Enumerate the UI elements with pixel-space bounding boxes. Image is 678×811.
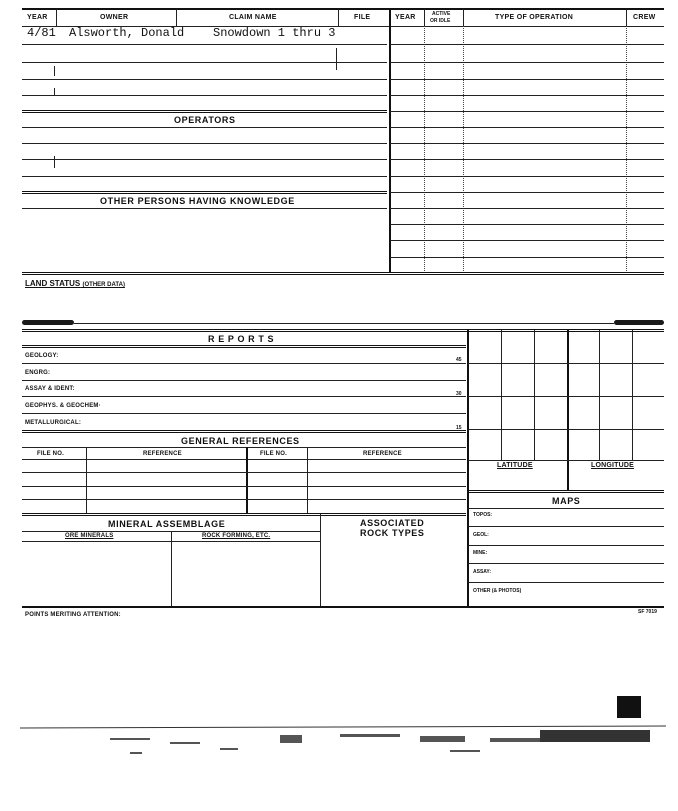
separator-smudge-left — [22, 320, 74, 325]
entry-owner: Alsworth, Donald — [69, 26, 185, 40]
longitude-label: LONGITUDE — [591, 462, 635, 469]
scan-noise — [20, 690, 666, 780]
ore-minerals-label: ORE MINERALS — [65, 533, 114, 539]
maps-row-1 — [468, 526, 664, 527]
right-row-8 — [390, 159, 664, 160]
hdr-div-6 — [463, 9, 464, 26]
maps-title-underline — [468, 508, 664, 509]
ref-col-1 — [86, 447, 87, 513]
right-active-divider — [463, 26, 464, 273]
ref-col-3 — [307, 447, 308, 513]
operators-title: OPERATORS — [174, 115, 236, 125]
maps-row-3 — [468, 563, 664, 564]
rock-types-divider — [320, 514, 321, 606]
maps-row-4 — [468, 582, 664, 583]
associated-rock-types-1: ASSOCIATED — [360, 518, 425, 528]
owner-row-1 — [22, 44, 387, 45]
report-number-30: 30 — [456, 391, 462, 397]
hdr-div-7 — [626, 9, 627, 26]
other-persons-title: OTHER PERSONS HAVING KNOWLEDGE — [100, 196, 295, 206]
owner-tick-1 — [54, 66, 55, 76]
report-row-2 — [22, 380, 466, 381]
right-year-divider — [424, 26, 425, 273]
separator-smudge-right — [614, 320, 664, 325]
maps-mine: MINE: — [473, 550, 488, 556]
reports-title-underline — [22, 345, 466, 348]
ref-col-2 — [246, 447, 248, 513]
operators-row-2 — [22, 143, 387, 144]
right-row-5 — [390, 111, 664, 112]
owner-row-4 — [22, 95, 387, 96]
header-year: YEAR — [27, 14, 48, 21]
report-row-4 — [22, 413, 466, 414]
ref-reference-1: REFERENCE — [143, 451, 182, 457]
header-claim-name: CLAIM NAME — [229, 14, 277, 21]
right-row-12 — [390, 224, 664, 225]
land-status-subtitle: (OTHER DATA) — [82, 282, 125, 288]
mineral-top-rule — [22, 513, 466, 516]
maps-geol: GEOL: — [473, 532, 489, 538]
entry-year: 4/81 — [27, 26, 56, 40]
other-persons-top-rule — [22, 191, 387, 194]
grid-row-1 — [468, 363, 664, 364]
header-year-2: YEAR — [395, 14, 416, 21]
mineral-assemblage-title: MINERAL ASSEMBLAGE — [108, 519, 226, 529]
header-crew: CREW — [633, 14, 656, 21]
entry-claim-name: Snowdown 1 thru 3 — [213, 26, 336, 40]
grid-col-1 — [501, 330, 502, 460]
report-assay: ASSAY & IDENT: — [25, 386, 75, 392]
ref-file-no-1: FILE NO. — [37, 451, 64, 457]
operators-row-3 — [22, 159, 387, 160]
ref-row-3 — [22, 499, 466, 500]
right-main-divider — [389, 26, 391, 273]
header-or-idle: OR IDLE — [430, 18, 451, 24]
grid-row-3 — [468, 429, 664, 430]
right-row-13 — [390, 240, 664, 241]
maps-other: OTHER (& PHOTOS) — [473, 588, 522, 594]
report-row-3 — [22, 396, 466, 397]
grid-col-3 — [567, 330, 569, 490]
operators-top-rule — [22, 110, 387, 113]
mineral-col-divider — [171, 532, 172, 606]
ref-file-no-2: FILE NO. — [260, 451, 287, 457]
ref-row-2 — [22, 486, 466, 487]
file-tick-1 — [336, 48, 337, 70]
report-number-45: 45 — [456, 357, 462, 363]
general-refs-top-rule — [22, 430, 466, 433]
owner-row-2 — [22, 62, 387, 63]
grid-col-5 — [632, 330, 633, 460]
land-status-title: LAND STATUS — [25, 279, 81, 288]
header-owner: OWNER — [100, 14, 129, 21]
operators-row-1 — [22, 127, 387, 128]
operators-row-4 — [22, 176, 387, 177]
report-geophys: GEOPHYS. & GEOCHEM· — [25, 403, 101, 409]
header-type-of-operation: TYPE OF OPERATION — [495, 14, 574, 21]
land-status-label — [25, 279, 125, 288]
right-row-2 — [390, 62, 664, 63]
maps-top-rule — [468, 490, 664, 493]
hdr-div-4 — [389, 9, 391, 26]
general-references-title: GENERAL REFERENCES — [181, 436, 300, 446]
right-row-14 — [390, 257, 664, 258]
scan-noise-svg — [20, 690, 666, 780]
general-refs-title-underline — [22, 447, 466, 448]
maps-title: MAPS — [552, 496, 581, 506]
top-border — [22, 8, 664, 10]
maps-topos: TOPOS: — [473, 512, 493, 518]
maps-assay: ASSAY: — [473, 569, 492, 575]
right-row-3 — [390, 79, 664, 80]
ref-header-underline — [22, 459, 466, 460]
rock-forming-label: ROCK FORMING, ETC. — [202, 533, 271, 539]
reports-right-divider — [467, 329, 469, 606]
grid-col-2 — [534, 330, 535, 460]
report-row-1 — [22, 363, 466, 364]
ref-row-1 — [22, 472, 466, 473]
form-bottom-rule — [22, 606, 664, 608]
report-number-15: 15 — [456, 425, 462, 431]
other-persons-underline — [22, 208, 387, 209]
right-row-9 — [390, 176, 664, 177]
associated-rock-types-2: ROCK TYPES — [360, 528, 425, 538]
ref-reference-2: REFERENCE — [363, 451, 402, 457]
form-number: SF 7019 — [638, 609, 657, 615]
owner-row-3 — [22, 79, 387, 80]
hdr-div-5 — [424, 9, 425, 26]
report-metallurgical: METALLURGICAL: — [25, 420, 82, 426]
top-table-bottom-rule — [22, 272, 664, 275]
operators-tick — [54, 156, 55, 168]
grid-col-4 — [599, 330, 600, 460]
report-geology: GEOLOGY: — [25, 353, 59, 359]
hdr-div-3 — [338, 9, 339, 26]
report-engrg: ENGRG: — [25, 370, 51, 376]
right-row-1 — [390, 44, 664, 45]
hdr-div-2 — [176, 9, 177, 26]
right-row-11 — [390, 208, 664, 209]
maps-row-2 — [468, 545, 664, 546]
owner-tick-2 — [54, 88, 55, 96]
right-row-10 — [390, 192, 664, 193]
points-meriting-attention: POINTS MERITING ATTENTION: — [25, 612, 121, 618]
hdr-div-1 — [56, 9, 57, 26]
right-row-4 — [390, 95, 664, 96]
separator-line — [74, 323, 614, 324]
latitude-label: LATITUDE — [497, 462, 533, 469]
right-row-7 — [390, 143, 664, 144]
header-file: FILE — [354, 14, 371, 21]
header-active: ACTIVE — [432, 11, 451, 17]
reports-title: R E P O R T S — [208, 334, 275, 344]
grid-row-4 — [468, 460, 664, 461]
right-row-6 — [390, 127, 664, 128]
grid-row-2 — [468, 396, 664, 397]
right-crew-divider — [626, 26, 627, 273]
